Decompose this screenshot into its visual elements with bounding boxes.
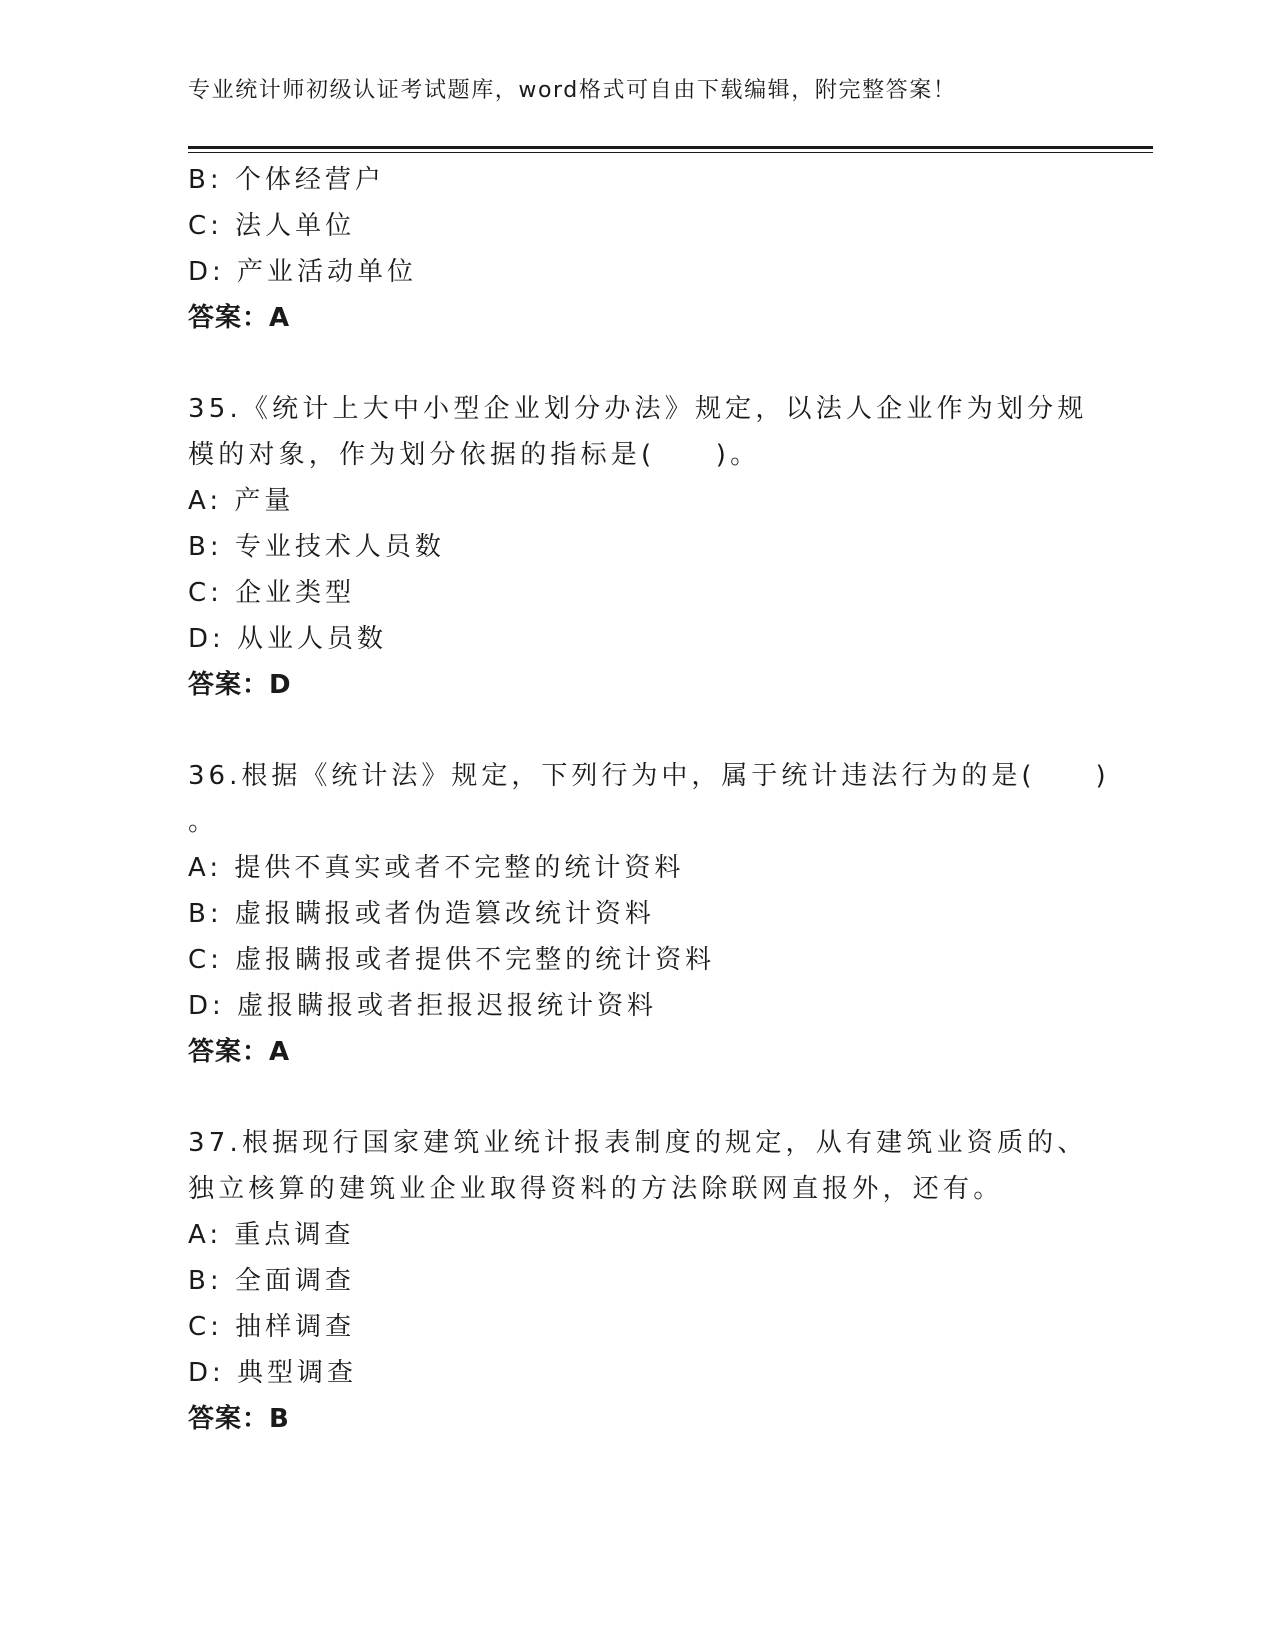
option-a: A: 重点调查 xyxy=(188,1220,355,1250)
option-a: A: 提供不真实或者不完整的统计资料 xyxy=(188,853,685,883)
answer-line: 答案：A xyxy=(188,1037,291,1067)
answer-line: 答案：B xyxy=(188,1404,290,1434)
option-a: A: 产量 xyxy=(188,486,295,516)
page-header: 专业统计师初级认证考试题库，word格式可自由下载编辑，附完整答案！ xyxy=(188,78,957,103)
option-b: B: 全面调查 xyxy=(188,1266,355,1296)
option-c: C: 企业类型 xyxy=(188,578,356,608)
option-d: D: 虚报瞒报或者拒报迟报统计资料 xyxy=(188,991,658,1021)
answer-line: 答案：D xyxy=(188,670,292,700)
option-d: D: 产业活动单位 xyxy=(188,257,418,287)
header-rule-thick xyxy=(188,146,1153,149)
option-d: D: 典型调查 xyxy=(188,1358,358,1388)
header-rule-thin xyxy=(188,152,1153,153)
option-c: C: 虚报瞒报或者提供不完整的统计资料 xyxy=(188,945,716,975)
option-d: D: 从业人员数 xyxy=(188,624,388,654)
question-stem: 37.根据现行国家建筑业统计报表制度的规定，从有建筑业资质的、独立核算的建筑业企业取得资料的方法除联网直报外，还有。 xyxy=(188,1128,1088,1204)
document-body xyxy=(188,157,1110,1442)
question-stem: 35.《统计上大中小型企业划分办法》规定，以法人企业作为划分规模的对象，作为划分依据的指标是( )。 xyxy=(188,394,1088,470)
option-c: C: 抽样调查 xyxy=(188,1312,356,1342)
answer-line: 答案：A xyxy=(188,303,291,333)
option-b: B: 个体经营户 xyxy=(188,165,385,195)
option-b: B: 专业技术人员数 xyxy=(188,532,445,562)
question-stem: 36.根据《统计法》规定，下列行为中，属于统计违法行为的是( ) xyxy=(188,761,1110,791)
option-c: C: 法人单位 xyxy=(188,211,356,241)
option-b: B: 虚报瞒报或者伪造篡改统计资料 xyxy=(188,899,655,929)
question-stem-tail: 。 xyxy=(188,807,219,837)
